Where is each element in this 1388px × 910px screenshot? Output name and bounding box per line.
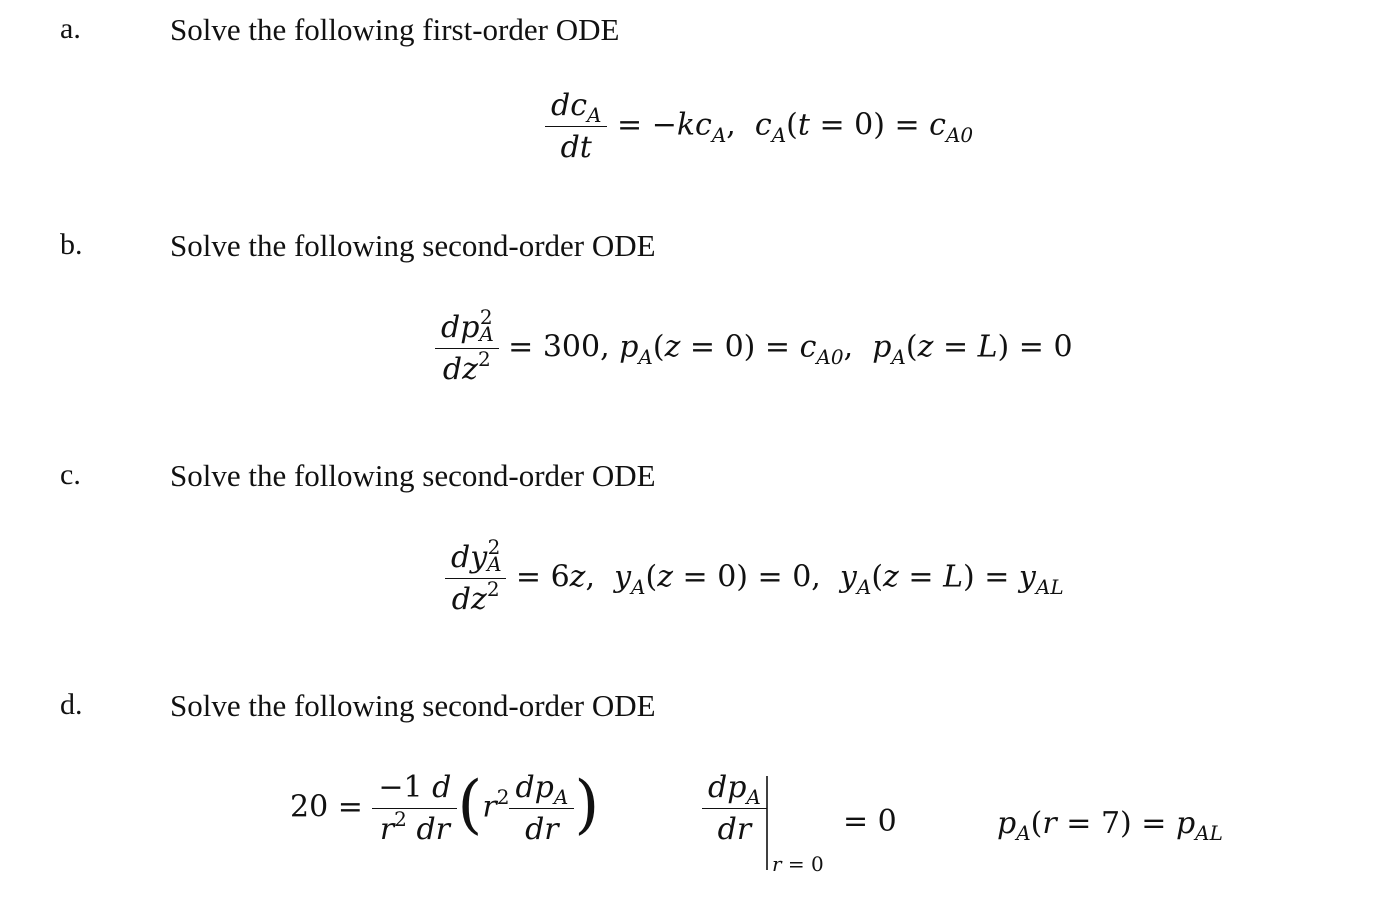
equation-a: $\frac{dc_A}{dt}$ = $-kc_A$, $c_A(t = 0) = c_{A0}$ — [545, 88, 973, 165]
problem-label-b: b. — [60, 228, 83, 261]
problem-heading-d: Solve the following second-order ODE — [170, 688, 656, 723]
problem-heading-c: Solve the following second-order ODE — [170, 458, 656, 493]
problem-label-a: a. — [60, 12, 81, 45]
problem-label-d: d. — [60, 688, 83, 721]
equation-d-derivative-bc: $\frac{dp_A}{dr}$ — [702, 770, 767, 847]
equation-d-main: 20 = $\frac{-1 d}{r^2 dr}$ ($r^2$ $\frac{dp_A}{dr}$ ) — [290, 767, 600, 847]
problem-heading-b: Solve the following second-order ODE — [170, 228, 656, 263]
equation-b: $\frac{dpA^2}{dz^2}$ = 300, $p_A(z = 0) = c_{A0}$, $p_A(z = L) = 0$ — [435, 310, 1073, 387]
evaluation-point: r = 0 — [772, 852, 824, 876]
problem-heading-a: Solve the following first-order ODE — [170, 12, 620, 47]
derivative-bc-value: = 0 — [843, 804, 897, 839]
problem-label-c: c. — [60, 458, 81, 491]
equation-c: $\frac{dyA^2}{dz^2}$ = 6z, $y_A(z = 0) = 0$, $y_A(z = L) = y_{AL}$ — [445, 540, 1064, 617]
equation-d-boundary: $p_A(r = 7) = p_{AL}$ — [997, 806, 1223, 845]
